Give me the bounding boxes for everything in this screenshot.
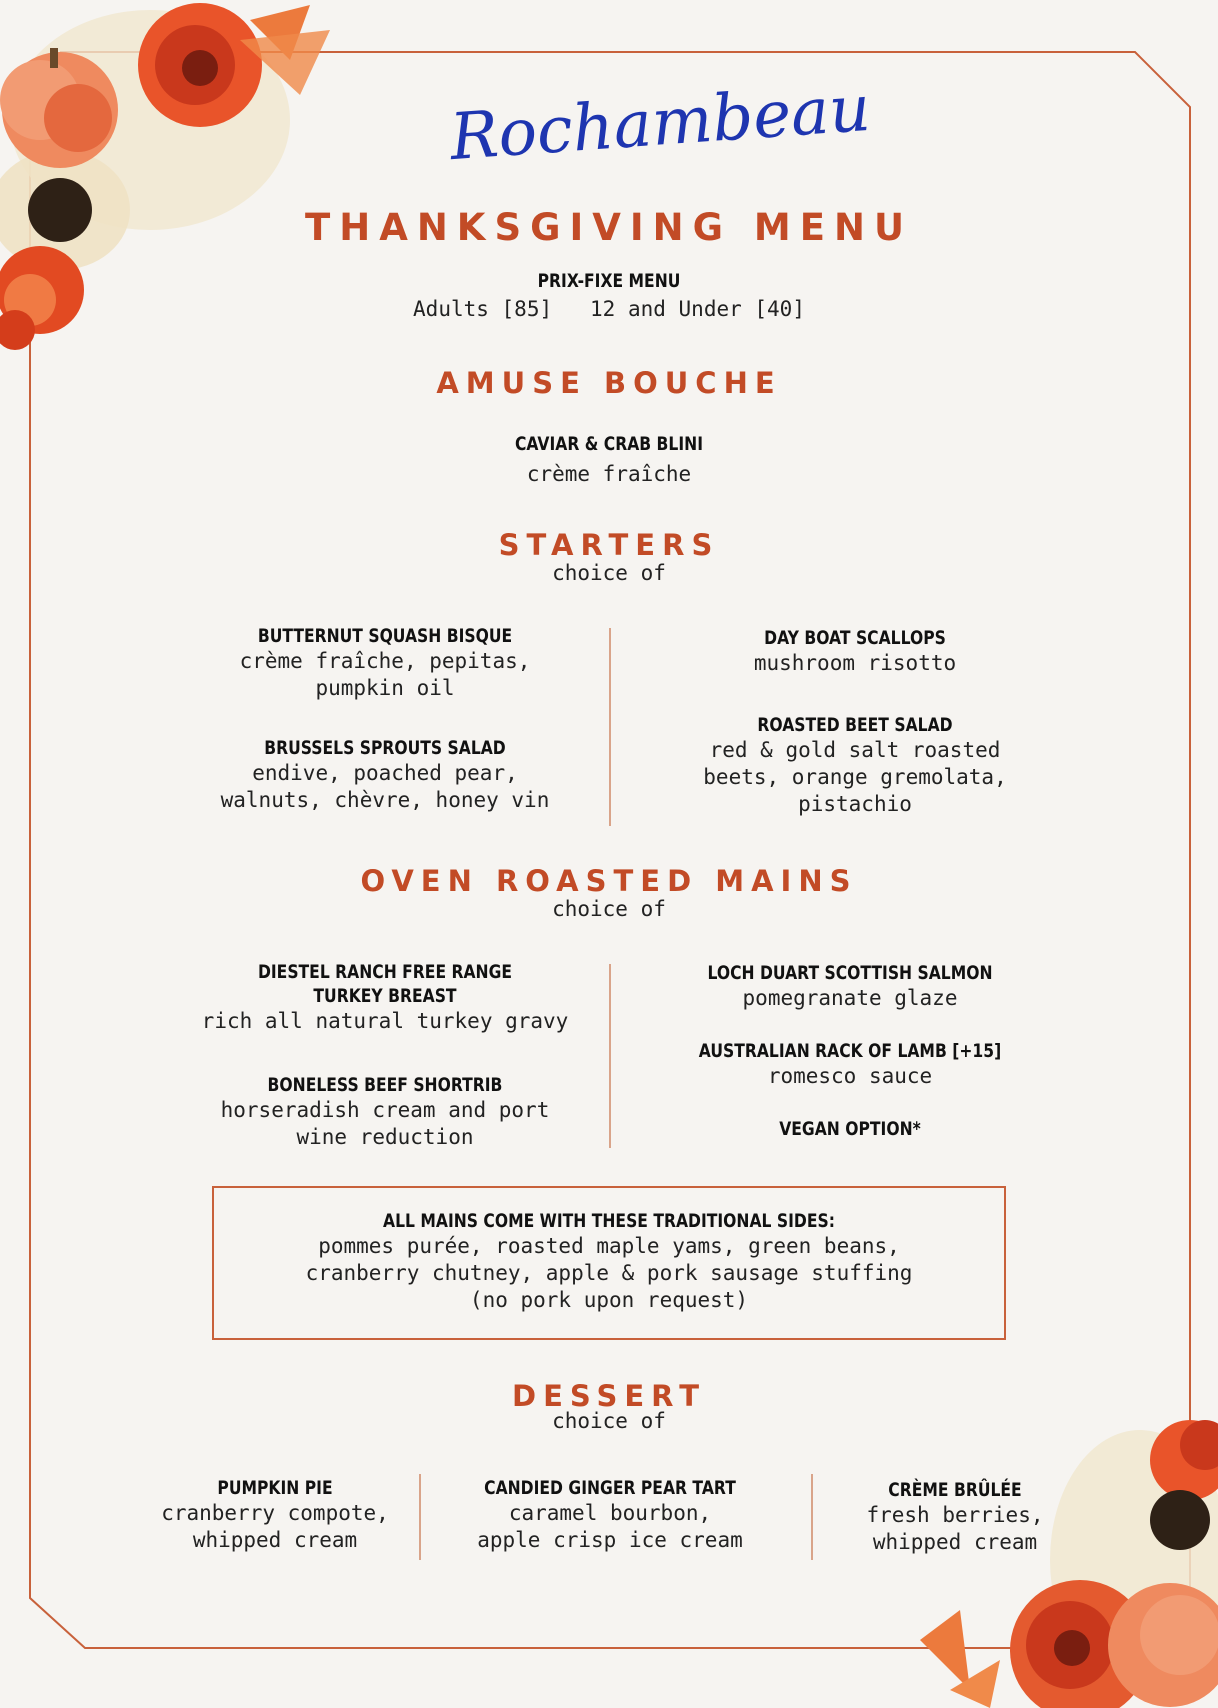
pricing-line: Adults [85] 12 and Under [40]	[413, 297, 805, 321]
main-item	[160, 1073, 610, 1151]
dish-description: crème fraîche, pepitas, pumpkin oil	[239, 649, 531, 700]
mains-heading: OVEN ROASTED MAINS	[360, 864, 858, 898]
dish-description: cranberry compote, whipped cream	[161, 1501, 389, 1552]
amuse-bouche-dish-name: CAVIAR & CRAB BLINI	[514, 433, 704, 455]
starter-item	[160, 736, 610, 814]
dessert-item	[125, 1476, 425, 1554]
sides-box	[212, 1186, 1006, 1340]
main-item	[625, 1039, 1075, 1090]
dessert-subheading: choice of	[552, 1409, 666, 1433]
amuse-bouche-dish-desc: crème fraîche	[526, 462, 692, 486]
dish-description: romesco sauce	[767, 1064, 933, 1088]
dish-description: mushroom risotto	[753, 651, 957, 675]
starters-subheading: choice of	[552, 561, 666, 585]
dish-name: CRÈME BRÛLÉE	[888, 1479, 1022, 1501]
svg-text:Rochambeau: Rochambeau	[447, 71, 873, 176]
amuse-bouche-heading: AMUSE BOUCHE	[436, 366, 782, 400]
mains-divider	[609, 964, 611, 1148]
dish-name: CANDIED GINGER PEAR TART	[484, 1477, 736, 1499]
dish-name: BRUSSELS SPROUTS SALAD	[264, 737, 506, 759]
dish-name: VEGAN OPTION*	[779, 1118, 921, 1140]
main-item	[160, 960, 610, 1035]
mains-subheading: choice of	[552, 897, 666, 921]
dish-name: BUTTERNUT SQUASH BISQUE	[257, 625, 513, 647]
sides-description: pommes purée, roasted maple yams, green beans, cranberry chutney, apple & pork sausage stuffing (no pork upon request)	[305, 1234, 913, 1312]
main-item	[625, 1117, 1075, 1141]
dessert-item	[820, 1478, 1090, 1556]
starters-divider	[609, 628, 611, 826]
menu-title: THANKSGIVING MENU	[305, 206, 913, 249]
dessert-heading: DESSERT	[512, 1379, 706, 1413]
dish-description: caramel bourbon, apple crisp ice cream	[477, 1501, 743, 1552]
starter-item	[625, 626, 1085, 677]
dessert-divider	[419, 1474, 421, 1560]
dessert-item	[440, 1476, 780, 1554]
dish-name: ROASTED BEET SALAD	[757, 714, 953, 736]
dessert-divider	[811, 1474, 813, 1560]
sides-heading: ALL MAINS COME WITH THESE TRADITIONAL SIDES:	[383, 1210, 835, 1232]
dish-name: PUMPKIN PIE	[217, 1477, 333, 1499]
dish-description: endive, poached pear, walnuts, chèvre, honey vin	[220, 761, 550, 812]
starter-item	[160, 624, 610, 702]
dish-description: red & gold salt roasted beets, orange gremolata, pistachio	[703, 738, 1007, 816]
rochambeau-logo	[440, 68, 873, 178]
starters-heading: STARTERS	[498, 528, 720, 562]
prix-fixe-label: PRIX-FIXE MENU	[537, 270, 681, 292]
dish-description: horseradish cream and port wine reduction	[220, 1098, 550, 1149]
dish-name: AUSTRALIAN RACK OF LAMB [+15]	[698, 1040, 1002, 1062]
dish-name: DAY BOAT SCALLOPS	[764, 627, 946, 649]
dish-name: DIESTEL RANCH FREE RANGE TURKEY BREAST	[257, 961, 513, 1007]
dish-name: LOCH DUART SCOTTISH SALMON	[707, 962, 993, 984]
dish-description: rich all natural turkey gravy	[201, 1009, 569, 1033]
starter-item	[625, 713, 1085, 818]
dish-description: fresh berries, whipped cream	[866, 1503, 1044, 1554]
main-item	[625, 961, 1075, 1012]
dish-name: BONELESS BEEF SHORTRIB	[267, 1074, 503, 1096]
dish-description: pomegranate glaze	[742, 986, 958, 1010]
